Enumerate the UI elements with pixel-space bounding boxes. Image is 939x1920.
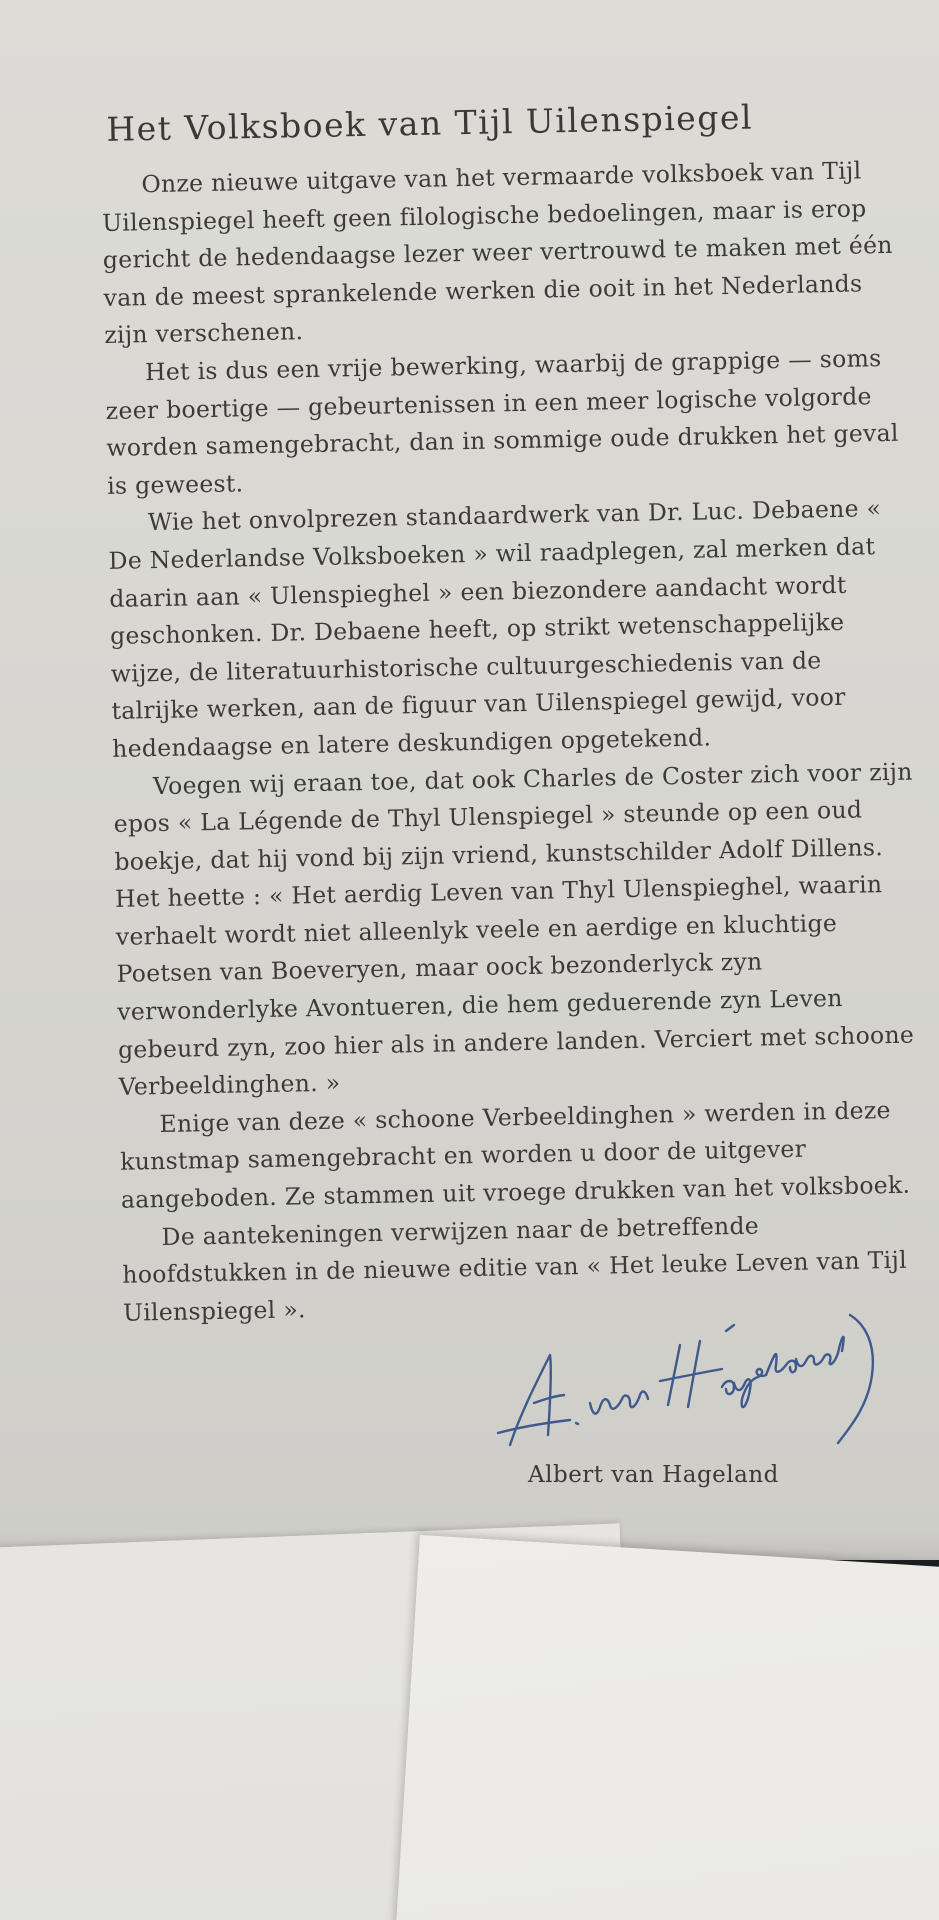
paragraph-5: Enige van deze « schoone Verbeeldinghen » werden in deze kunstmap samengebracht en worden u door de uitgever aangeboden. Ze stammen uit vroege drukken van het volksboek. — [119, 1095, 911, 1214]
paragraph-3: Wie het onvolprezen standaardwerk van Dr. Luc. Debaene « De Nederlandse Volksboeken » wil raadplegen, zal merken dat daarin aan « Ulenspieghel » een biezondere aandacht wordt geschonken. Dr. Debaene heeft, op strikt wetenschappelijke wijze, de literatuurhistorische cultuurgeschiedenis van de talrijke werken, aan de figuur van Uilenspiegel gewijd, voor hedendaagse en latere deskundigen opgetekend. — [108, 494, 882, 763]
paragraph-2: Het is dus een vrije bewerking, waarbij de grappige — soms zeer boertige — gebeurtenissen in een meer logische volgorde worden samengebracht, dan in sommige oude drukken het geval is geweest. — [105, 344, 899, 500]
blank-sheet-right — [394, 1535, 939, 1920]
document-text-block — [100, 95, 923, 1333]
signatory-name: Albert van Hageland — [528, 1462, 779, 1488]
paragraph-6: De aantekeningen verwijzen naar de betreffende hoofdstukken in de nieuwe editie van « Het leuke Leven van Tijl Uilenspiegel ». — [122, 1211, 908, 1327]
paragraph-1: Onze nieuwe uitgave van het vermaarde volksboek van Tijl Uilenspiegel heeft geen filologische bedoelingen, maar is erop gericht de hedendaagse lezer weer vertrouwd te maken met één van de meest sprankelende werken die ooit in het Nederlands zijn verschenen. — [101, 156, 893, 350]
handwritten-signature — [490, 1295, 910, 1455]
paragraph-4: Voegen wij eraan toe, dat ook Charles de Coster zich voor zijn epos « La Légende de Thyl Ulenspiegel » steunde op een oud boekje, dat hij vond bij zijn vriend, kunstschilder Adolf Dillens. Het heette : « Het aerdig Leven van Thyl Ulenspieghel, waarin verhaelt wordt niet alleenlyk veele en aerdige en kluchtige Poetsen van Boeveryen, maar oock bezonderlyck zyn verwonderlyke Avontueren, die hem geduerende zyn Leven gebeurd zyn, zoo hier als in andere landen. Verciert met schoone Verbeeldinghen. » — [113, 757, 915, 1102]
document-title: Het Volksboek van Tijl Uilenspiegel — [105, 97, 754, 149]
